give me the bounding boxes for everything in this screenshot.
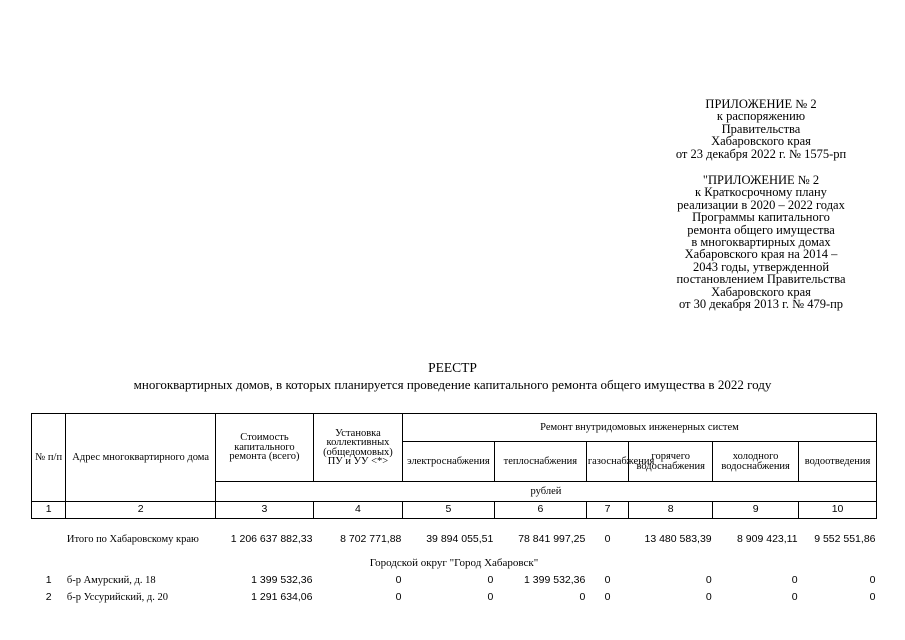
row-heat: 1 399 532,36 (524, 574, 586, 587)
row-drainage: 0 (869, 591, 876, 604)
row-index: 1 (45, 574, 52, 587)
appendix-line: в многоквартирных домах (691, 235, 831, 250)
column-number: 5 (402, 502, 494, 519)
header-num: № п/п (32, 414, 66, 502)
header-meters: Установка коллективных (общедомовых) ПУ и УУ <*> (313, 414, 402, 482)
appendix-line: Программы капитального (692, 210, 830, 225)
header-units: рублей (215, 482, 876, 502)
row-drainage: 0 (869, 574, 876, 587)
row-meters: 0 (395, 591, 402, 604)
row-cost: 1 399 532,36 (251, 574, 313, 587)
appendix-line: к Краткосрочному плану (695, 185, 827, 200)
total-label: Итого по Хабаровскому краю (66, 533, 199, 545)
header-heat: теплоснабжения (494, 442, 586, 482)
appendix-line: от 23 декабря 2022 г. № 1575-рп (675, 146, 847, 161)
total-heat: 78 841 997,25 (518, 532, 586, 545)
row-address: б-р Уссурийский, д. 20 (66, 592, 169, 604)
column-number: 3 (215, 502, 313, 519)
total-drainage: 9 552 551,86 (814, 532, 876, 545)
header-address: Адрес многоквартирного дома (66, 414, 216, 502)
total-gas: 0 (604, 532, 611, 545)
total-row (32, 525, 877, 555)
header-drainage: водоотведения (799, 442, 877, 482)
appendix-line: "ПРИЛОЖЕНИЕ № 2 (702, 173, 820, 187)
column-number: 9 (713, 502, 799, 519)
appendix-line: Правительства (721, 121, 801, 136)
row-hot-water: 0 (705, 574, 712, 587)
column-number: 8 (629, 502, 713, 519)
appendix-line: Хабаровского края на 2014 – (684, 247, 838, 262)
table-row (32, 590, 877, 607)
row-electric: 0 (487, 574, 494, 587)
appendix-line: ремонта общего имущества (687, 222, 835, 237)
appendix-line: к распоряжению (716, 109, 806, 124)
table-row (32, 573, 877, 590)
column-number: 2 (66, 502, 216, 519)
total-cold-water: 8 909 423,11 (737, 532, 798, 545)
column-number: 1 (32, 502, 66, 519)
row-electric: 0 (487, 591, 494, 604)
row-heat: 0 (579, 591, 586, 604)
appendix-line: Хабаровского края (711, 284, 811, 299)
row-meters: 0 (395, 574, 402, 587)
row-gas: 0 (604, 591, 611, 604)
document-subtitle: многоквартирных домов, в которых планируется проведение капитального ремонта общего имущества в 2022 году (133, 377, 772, 392)
header-cold-water: холодного водоснабжения (713, 442, 799, 482)
column-number: 10 (799, 502, 877, 519)
total-electric: 39 894 055,51 (426, 532, 494, 545)
total-meters: 8 702 771,88 (340, 532, 402, 545)
total-hot-water: 13 480 583,39 (644, 532, 712, 545)
header-gas: газоснабжения (586, 442, 628, 482)
group-label: Городской округ "Город Хабаровск" (369, 556, 539, 569)
appendix-line: постановлением Правительства (676, 272, 846, 287)
row-cold-water: 0 (791, 591, 798, 604)
appendix-line: от 30 декабря 2013 г. № 479-пр (678, 297, 844, 312)
header-electric: электроснабжения (402, 442, 494, 482)
header-cost: Стоимость капитального ремонта (всего) (215, 414, 313, 482)
appendix-plan-block (651, 174, 871, 310)
row-index: 2 (45, 591, 52, 604)
appendix-line: ПРИЛОЖЕНИЕ № 2 (705, 97, 817, 111)
row-cold-water: 0 (791, 574, 798, 587)
column-number: 7 (586, 502, 628, 519)
row-address: б-р Амурский, д. 18 (66, 575, 156, 587)
header-hot-water: горячего водоснабжения (629, 442, 713, 482)
appendix-line: реализации в 2020 – 2022 годах (677, 197, 845, 212)
column-number: 4 (313, 502, 402, 519)
document-title: РЕЕСТР (428, 360, 477, 375)
column-number-row (32, 502, 877, 519)
row-cost: 1 291 634,06 (251, 591, 313, 604)
appendix-line: Хабаровского края (711, 134, 811, 149)
appendix-decree-block (651, 98, 871, 160)
appendix-line: 2043 годы, утвержденной (692, 259, 830, 274)
column-number: 6 (494, 502, 586, 519)
header-repair-group: Ремонт внутридомовых инженерных систем (402, 414, 876, 442)
row-hot-water: 0 (705, 591, 712, 604)
total-cost: 1 206 637 882,33 (230, 532, 313, 545)
registry-table (31, 413, 877, 607)
row-gas: 0 (604, 574, 611, 587)
